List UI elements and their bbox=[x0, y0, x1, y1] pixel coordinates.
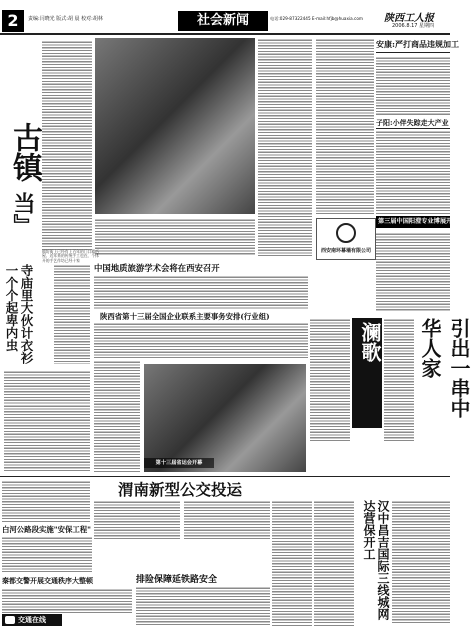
article-body bbox=[94, 275, 308, 309]
story-title: 排险保障延铁路安全 bbox=[136, 575, 218, 585]
article-body bbox=[316, 38, 374, 214]
blacksmith-photo bbox=[95, 38, 255, 214]
article-body bbox=[258, 38, 312, 256]
article-body bbox=[2, 536, 92, 572]
gujun-sub-title: 当』 bbox=[10, 192, 36, 236]
masthead-logo: 陕西工人报 bbox=[384, 13, 434, 24]
article-body bbox=[184, 500, 270, 540]
article-body bbox=[4, 370, 90, 404]
hanzhong-headline: 汉中昌吉国际三线城网达营保开工 bbox=[362, 500, 390, 620]
gujun-big-title: 古镇 bbox=[7, 122, 42, 182]
vertical-headline-box bbox=[352, 318, 382, 428]
header-date: 2006.8.17 星期四 bbox=[392, 23, 435, 29]
story-title: 安康:严打商品违规加工 bbox=[376, 39, 459, 49]
story-title: 白河公路段实施"安保工程" bbox=[2, 525, 91, 534]
company-logo-caption: 西安南环幕墙有限公司 bbox=[320, 248, 371, 254]
article-body bbox=[272, 500, 312, 626]
article-body bbox=[310, 318, 350, 442]
article-body bbox=[384, 318, 414, 442]
gujun-caption: 镇坊街上已经有上百年的门口精巧屋、近年来的传统手工也在、个体开的手艺作坊已经十家 bbox=[42, 249, 99, 263]
story-title: 陕西省第十三届全国企业联系主要事务安排(行业组) bbox=[100, 312, 270, 321]
article-body bbox=[392, 500, 450, 624]
article-body bbox=[376, 56, 450, 116]
article-body bbox=[94, 322, 308, 358]
bus-headline: 渭南新型公交投运 bbox=[118, 480, 243, 499]
story-title: 秦都交警开展交通秩序大整顿 bbox=[2, 576, 93, 585]
article-body bbox=[94, 360, 140, 472]
header-rule bbox=[0, 33, 450, 35]
article-body bbox=[54, 264, 90, 364]
story-title: 中国地质旅游学术会将在西安召开 bbox=[94, 263, 220, 273]
article-body bbox=[2, 480, 90, 522]
article-body bbox=[314, 500, 354, 626]
gujun-block bbox=[0, 122, 40, 254]
bottom-rule bbox=[0, 476, 450, 477]
article-body bbox=[4, 404, 90, 472]
header-info-left: 责编:闫晓光 版式:胡 晨 校对:胡林 bbox=[28, 16, 103, 22]
sports-photo bbox=[144, 364, 306, 472]
page-number: 2 bbox=[2, 10, 24, 32]
footer-brand-label: 交通在线 bbox=[18, 616, 46, 624]
article-body bbox=[2, 588, 132, 614]
header-contact: 电话:029-87322445 E-mail:hfjb@huaxia.com bbox=[270, 16, 363, 21]
anshan-title-box bbox=[376, 38, 459, 53]
vertical-headline: 引出一串中华人家 bbox=[418, 318, 471, 418]
women-headline: 寺庙里大伙计衣衫一个个起卑内虫 bbox=[4, 264, 34, 364]
article-body bbox=[376, 130, 450, 214]
footer-brand bbox=[2, 614, 62, 626]
sports-caption: 第十三届省运会开幕 bbox=[144, 458, 214, 468]
story-title: 第三届中国阳澄专业博展开幕 bbox=[376, 216, 450, 228]
article-body bbox=[136, 586, 270, 626]
car-icon bbox=[5, 616, 15, 624]
story-title: 子阳:小伴失踪走大产业 bbox=[376, 118, 449, 127]
header-bar bbox=[0, 10, 450, 32]
article-body bbox=[376, 232, 450, 312]
company-logo-box bbox=[316, 218, 376, 260]
company-logo-icon bbox=[336, 223, 356, 243]
article-body bbox=[95, 218, 255, 256]
article-body bbox=[94, 500, 180, 540]
vertical-headline: 澜歌 bbox=[358, 322, 382, 362]
section-title: 社会新闻 bbox=[178, 11, 268, 31]
article-body bbox=[42, 40, 92, 250]
